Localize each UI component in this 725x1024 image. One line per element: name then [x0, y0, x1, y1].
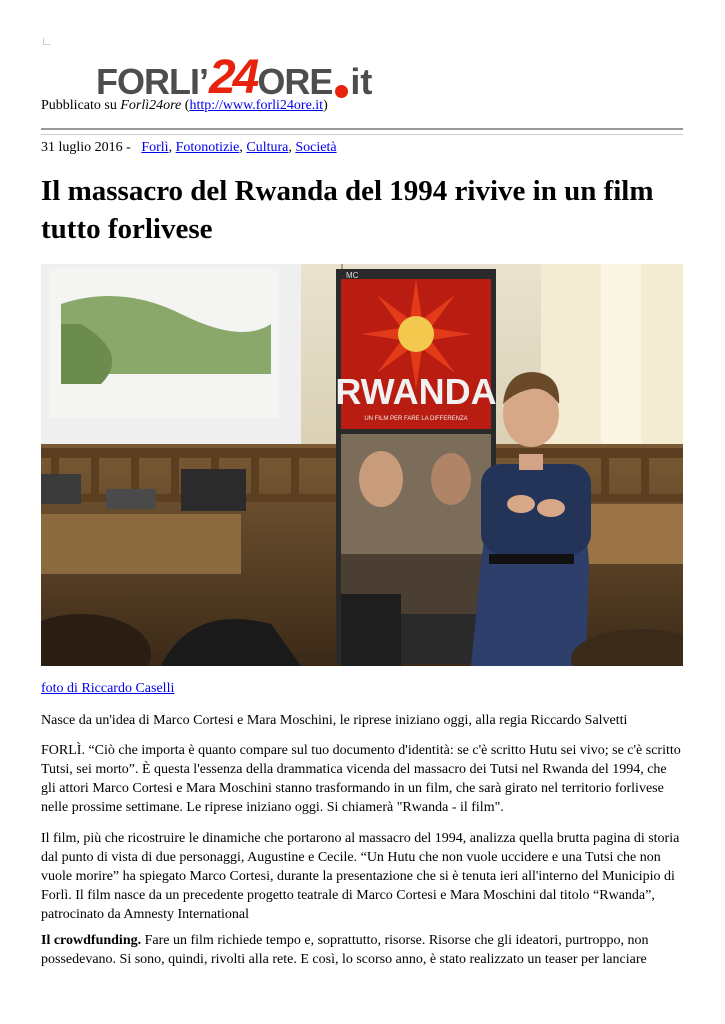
- site-logo[interactable]: [96, 50, 373, 104]
- article-photo: [41, 264, 683, 666]
- banner-subtitle: UN FILM PER FARE LA DIFFERENZA: [364, 416, 468, 422]
- category-link-cultura[interactable]: Cultura: [246, 140, 289, 155]
- published-line: [41, 98, 328, 114]
- article-date: 31 luglio 2016: [41, 140, 123, 155]
- meta-separator: -: [122, 140, 135, 155]
- category-link-societa[interactable]: Società: [295, 140, 337, 155]
- banner-title: RWANDA: [335, 371, 497, 412]
- article-meta: 31 luglio 2016 - Forlì, Fotonotizie, Cultura, Società: [41, 140, 337, 155]
- logo-text-it: it: [350, 61, 373, 102]
- logo-text-24: 24: [208, 51, 257, 104]
- article-paragraph-2: Il film, più che ricostruire le dinamiche che portarono al massacro del 1994, analizza quella brutta pagina di storia dal punto di vista di due personaggi, Augustine e Cecile. “Un Hutu che non vuole uccidere e una Tutsi che non vuole morire” ha spiegato Marco Cortesi, durante la presentazione che si è tenuta ieri all'interno del Municipio di Forlì. Il film nasce da un precedente progetto teatrale di Marco Cortesi e Mara Moschini dal titolo “Rwanda”, patrocinato da Amnesty International: [41, 831, 680, 922]
- banner-badge: MC: [346, 271, 359, 280]
- published-site: Forlì24ore: [120, 98, 182, 113]
- logo-dot: [335, 85, 348, 98]
- published-close: ): [323, 98, 328, 113]
- published-open: (: [181, 98, 190, 113]
- photo-credit-link[interactable]: foto di Riccardo Caselli: [41, 681, 175, 696]
- article-paragraph-3: [41, 931, 683, 969]
- article-intro: Nasce da un'idea di Marco Cortesi e Mara Moschini, le riprese iniziano oggi, alla regia Riccardo Salvetti: [41, 713, 628, 728]
- site-url-link[interactable]: http://www.forli24ore.it: [189, 98, 324, 113]
- article-title: Il massacro del Rwanda del 1994 rivive in un film tutto forlivese: [41, 175, 654, 245]
- category-link-fotonotizie[interactable]: Fotonotizie: [175, 140, 240, 155]
- article-paragraph-1: FORLÌ. “Ciò che importa è quanto compare sul tuo documento d'identità: se c'è scritto Hutu sei vivo; se c'è scritto Tutsi, sei morto”. È questa l'essenza della drammatica vicenda del massacro dei Tutsi nel Rwanda del 1994, che gli attori Marco Cortesi e Mara Moschini stanno trasformando in un film, che sarà girato nel territorio forlivese nelle prossime settimane. Le riprese iniziano oggi. Si chiamerà "Rwanda - il film".: [41, 743, 681, 815]
- crowdfunding-heading: Il crowdfunding.: [41, 933, 142, 948]
- category-link-forli[interactable]: Forlì: [141, 140, 169, 155]
- photo-illustration: [41, 264, 683, 666]
- header-divider: [41, 128, 683, 135]
- corner-mark: [43, 38, 50, 45]
- logo-text-forli: FORLI’: [96, 61, 208, 102]
- logo-text-ore: ORE: [257, 61, 333, 102]
- crowdfunding-text: Fare un film richiede tempo e, soprattutto, risorse. Risorse che gli ideatori, purtroppo, non possedevano. Si sono, quindi, rivolti alla rete. E così, lo scorso anno, è stato realizzato un teaser per lanciare: [41, 933, 649, 967]
- published-prefix: Pubblicato su: [41, 98, 121, 113]
